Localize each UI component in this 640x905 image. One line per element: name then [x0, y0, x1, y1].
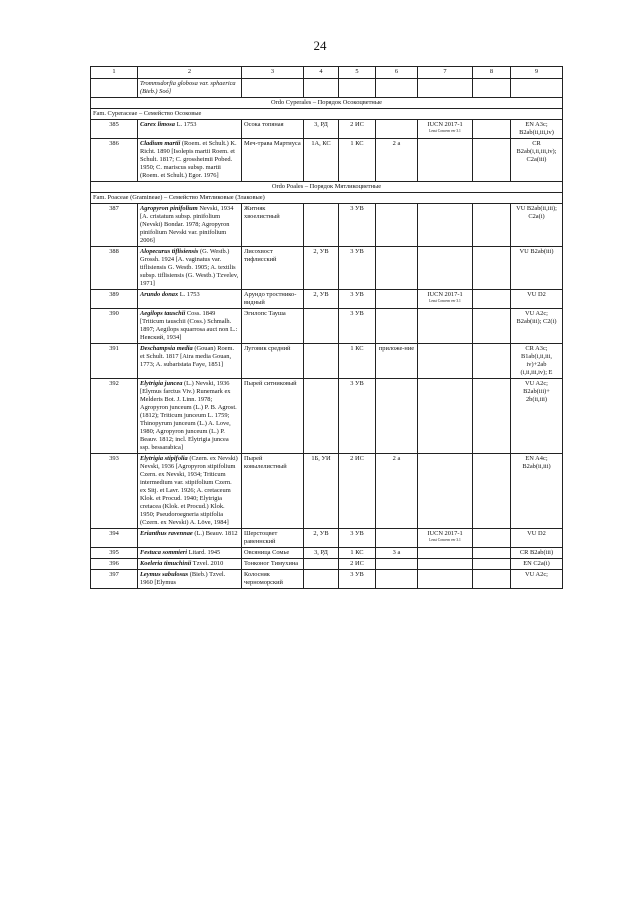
species-name — [138, 559, 242, 570]
table-row — [91, 120, 563, 139]
author-synonyms: Tzvel. 2010 — [191, 560, 224, 567]
order-heading-row — [91, 182, 563, 193]
latin-name: Erianthus ravennae — [140, 530, 193, 537]
russian-name: Луговик средний — [242, 344, 304, 379]
author-synonyms: (L.) Nevski, 1936 [Elymus farctus Viv.) Runemark ex Melderis Bot. J. Linn. 1978; Agropyron junceum (L.) P. B. Agrost. (1812); Triticum junceum L. 1759; Thinopyrum junceum (L.) A. Love, 1980; Agropyron junceum (L.) P. Beauv. 1812; incl. Elytrigia juncea ssp. bessarabica] — [140, 380, 237, 451]
column-number: 9 — [511, 67, 563, 79]
family-heading-row — [91, 193, 563, 204]
species-name — [138, 454, 242, 529]
russian-name: Шерстоцвет равеннский — [242, 529, 304, 548]
column-number: 5 — [339, 67, 376, 79]
table-row — [91, 548, 563, 559]
criteria: CR B2ab(iii) — [511, 548, 563, 559]
criteria: VU B2ab(iii) — [511, 247, 563, 290]
latin-name: Koeleria timuchinii — [140, 560, 192, 567]
author-synonyms: L. 1753 — [178, 291, 200, 298]
order-heading: Ordo Cyperales – Порядок Осокоцветные — [91, 98, 563, 109]
iucn-status — [418, 454, 473, 529]
category-2: 1 КС — [339, 344, 376, 379]
latin-name: Agropyron pinifolium — [140, 205, 198, 212]
category-2: 3 УВ — [339, 247, 376, 290]
iucn-sublabel: Least Concern ver 3.1 — [429, 129, 461, 133]
column-number-row — [91, 67, 563, 79]
row-number: 387 — [91, 204, 138, 247]
category-5 — [473, 290, 511, 309]
row-number: 388 — [91, 247, 138, 290]
criteria: VU A2c; B2ab(iii); C2(i) — [511, 309, 563, 344]
iucn-status — [418, 570, 473, 589]
iucn-status — [418, 290, 473, 309]
column-number: 1 — [91, 67, 138, 79]
russian-name: Житняк хвоелистный — [242, 204, 304, 247]
column-number: 8 — [473, 67, 511, 79]
category-1 — [304, 204, 339, 247]
family-heading: Fam. Poaceae (Gramineae) – Семейство Мятликовые (Злаковые) — [91, 193, 563, 204]
category-3 — [376, 379, 418, 454]
category-1 — [304, 570, 339, 589]
author-synonyms: L. 1753 — [174, 121, 197, 128]
table-row — [91, 379, 563, 454]
criteria: VU D2 — [511, 529, 563, 548]
category-5 — [473, 309, 511, 344]
category-5 — [473, 379, 511, 454]
category-1: 3, РД — [304, 548, 339, 559]
table-row — [91, 344, 563, 379]
author-synonyms: (Bieb.) Tzvel. 1960 [Elymus — [140, 571, 226, 586]
latin-name: Carex limosa — [140, 121, 175, 128]
category-3: 3 а — [376, 548, 418, 559]
category-3: 2 а — [376, 454, 418, 529]
category-2: 3 УВ — [339, 290, 376, 309]
author-synonyms: Nevski, 1934 [A. cristatum subsp. pinifolium (Nevski) Bondar. 1978; Agropyron pinifolium Nevski var. pinifolium 2006] — [140, 205, 234, 244]
category-3 — [376, 290, 418, 309]
category-2: 2 ИС — [339, 120, 376, 139]
table-row — [91, 309, 563, 344]
species-name — [138, 548, 242, 559]
table-row — [91, 247, 563, 290]
category-2: 2 ИС — [339, 559, 376, 570]
latin-name: Cladium martii — [140, 140, 181, 147]
category-1: 1А, КС — [304, 139, 339, 182]
iucn-sublabel: Least Concern ver 3.1 — [429, 538, 461, 542]
category-2: 3 УВ — [339, 529, 376, 548]
latin-name: Festuca sommieri — [140, 549, 188, 556]
category-1: 2, УВ — [304, 247, 339, 290]
iucn-sublabel: Least Concern ver 3.1 — [429, 299, 461, 303]
category-3 — [376, 247, 418, 290]
table-row — [91, 139, 563, 182]
category-5 — [473, 548, 511, 559]
order-heading-row — [91, 98, 563, 109]
table-row — [91, 529, 563, 548]
russian-name: Эгилопс Тауша — [242, 309, 304, 344]
criteria: CR B2ab(i,ii,iii,iv); C2a(iii) — [511, 139, 563, 182]
red-list-table — [90, 66, 563, 589]
order-heading: Ordo Poales – Порядок Мятликоцветные — [91, 182, 563, 193]
latin-name: Deschampsia media — [140, 345, 193, 352]
row-number: 395 — [91, 548, 138, 559]
category-5 — [473, 570, 511, 589]
iucn-label: IUCN 2017-1 — [427, 291, 463, 298]
category-5 — [473, 247, 511, 290]
criteria: EN A3c; B2ab(ii,iii,iv) — [511, 120, 563, 139]
species-name — [138, 570, 242, 589]
column-number: 2 — [138, 67, 242, 79]
row-number: 390 — [91, 309, 138, 344]
iucn-status — [418, 344, 473, 379]
category-1: 2, УВ — [304, 529, 339, 548]
row-number: 393 — [91, 454, 138, 529]
category-1 — [304, 344, 339, 379]
author-synonyms: (Gouan) Roem. et Schult. 1817 [Aira media Gouan, 1773; A. subaristata Faye, 1851] — [140, 345, 235, 368]
author-synonyms: (Czern. ex Nevski) Nevski, 1936 [Agropyron stipifolium Czern. ex Nevski, 1934; Triticum intermedium var. stipifolium Czern. ex Sitj. et Lavr. 1926; A. cretaceum Klok. et Procud. 1940; Elytrigia cretacea (Klok. et Procud.) Klok. 1950; Pseudoroegneria stipifolia (Czern. ex Nevski) A. Löve, 1984] — [140, 455, 238, 526]
table-row — [91, 559, 563, 570]
species-name — [138, 290, 242, 309]
category-1 — [304, 559, 339, 570]
species-name — [138, 139, 242, 182]
family-heading-row — [91, 109, 563, 120]
author-synonyms: (G. Westb.) Grossh. 1924 [A. vaginatus var. tiflisiensis G. Westb. 1905; A. textilis subsp. tiflisiensis (G. Westb.) Tzvelev, 1971] — [140, 248, 239, 287]
iucn-status — [418, 309, 473, 344]
species-name — [138, 247, 242, 290]
category-2: 1 КС — [339, 139, 376, 182]
russian-name: Пырей ковылелистный — [242, 454, 304, 529]
row-number: 396 — [91, 559, 138, 570]
category-5 — [473, 120, 511, 139]
row-number: 385 — [91, 120, 138, 139]
latin-name: Alopecurus tiflisiensis — [140, 248, 199, 255]
table-row — [91, 290, 563, 309]
iucn-label: IUCN 2017-1 — [427, 121, 463, 128]
russian-name: Овсяница Сомье — [242, 548, 304, 559]
family-heading: Fam. Cyperaceae – Семейство Осоковые — [91, 109, 563, 120]
iucn-status — [418, 529, 473, 548]
category-5 — [473, 559, 511, 570]
row-number: 391 — [91, 344, 138, 379]
russian-name: Осока топяная — [242, 120, 304, 139]
author-synonyms: (L.) Beauv. 1812 — [192, 530, 238, 537]
author-synonyms: (Roem. et Schult.) K. Richt. 1890 [Isolepis martii Roem. et Schult. 1817; C. grossheimii Pobed. 1950; C. mariscus subsp. martii (Roem. et Schult.) Egor. 1976] — [140, 140, 237, 179]
criteria: EN A4c; B2ab(ii,iii) — [511, 454, 563, 529]
column-number: 6 — [376, 67, 418, 79]
category-3 — [376, 120, 418, 139]
category-1: 3, РД — [304, 120, 339, 139]
iucn-status — [418, 548, 473, 559]
iucn-status — [418, 139, 473, 182]
category-3: 2 а — [376, 139, 418, 182]
latin-name: Arundo donax — [140, 291, 179, 298]
category-1: 2, УВ — [304, 290, 339, 309]
category-2: 2 ИС — [339, 454, 376, 529]
category-3 — [376, 529, 418, 548]
latin-name: Aegilops tauschii — [140, 310, 186, 317]
category-3 — [376, 204, 418, 247]
category-5 — [473, 344, 511, 379]
species-name — [138, 529, 242, 548]
category-5 — [473, 204, 511, 247]
row-number: 386 — [91, 139, 138, 182]
latin-name: Elytrigia stipifolia — [140, 455, 188, 462]
row-number: 389 — [91, 290, 138, 309]
iucn-label: IUCN 2017-1 — [427, 530, 463, 537]
species-name — [138, 379, 242, 454]
category-2: 3 УВ — [339, 204, 376, 247]
table-row — [91, 204, 563, 247]
criteria: CR A3c; B1ab(i,ii,iii, iv)+2ab (i,ii,iii,iv); E — [511, 344, 563, 379]
iucn-status — [418, 247, 473, 290]
category-1 — [304, 379, 339, 454]
russian-name: Пырей ситниковый — [242, 379, 304, 454]
iucn-status — [418, 379, 473, 454]
species-name — [138, 204, 242, 247]
table-row — [91, 79, 563, 98]
page-number: 24 — [313, 38, 327, 53]
category-5 — [473, 139, 511, 182]
category-3: приложе-ние — [376, 344, 418, 379]
column-number: 7 — [418, 67, 473, 79]
author-synonyms: Coss. 1849 [Triticum tauschii (Coss.) Schmalh. 1897; Aegilops squarrosa auct non L.: Невский, 1934] — [140, 310, 238, 341]
row-number: 392 — [91, 379, 138, 454]
row-number: 394 — [91, 529, 138, 548]
latin-name: Leymus sabulosus — [140, 571, 189, 578]
category-1 — [304, 309, 339, 344]
species-name: Trommsdorfia globosa var. sphaerica (Bieb.) Soó] — [138, 79, 242, 98]
category-2: 3 УВ — [339, 570, 376, 589]
iucn-status — [418, 204, 473, 247]
category-2: 1 КС — [339, 548, 376, 559]
russian-name: Меч-трава Мартиуса — [242, 139, 304, 182]
russian-name: Тонконог Тимухина — [242, 559, 304, 570]
row-number: 397 — [91, 570, 138, 589]
criteria: VU D2 — [511, 290, 563, 309]
russian-name: Арундо тростнико-видный — [242, 290, 304, 309]
species-name — [138, 120, 242, 139]
category-2: 3 УВ — [339, 379, 376, 454]
table-row — [91, 454, 563, 529]
species-name — [138, 309, 242, 344]
column-number: 4 — [304, 67, 339, 79]
criteria: EN C2a(i) — [511, 559, 563, 570]
species-name — [138, 344, 242, 379]
column-number: 3 — [242, 67, 304, 79]
category-2: 3 УВ — [339, 309, 376, 344]
category-1: 1Б, УИ — [304, 454, 339, 529]
iucn-status — [418, 120, 473, 139]
category-3 — [376, 559, 418, 570]
table-row — [91, 570, 563, 589]
latin-name: Elytrigia juncea — [140, 380, 183, 387]
russian-name: Лисохвост тифлисский — [242, 247, 304, 290]
category-3 — [376, 309, 418, 344]
criteria: VU B2ab(ii,iii); C2a(i) — [511, 204, 563, 247]
criteria: VU A2c; B2ab(iii)+ 2b(ii,iii) — [511, 379, 563, 454]
category-3 — [376, 570, 418, 589]
author-synonyms: Litard. 1945 — [187, 549, 221, 556]
russian-name: Колосняк черноморский — [242, 570, 304, 589]
criteria: VU A2c; — [511, 570, 563, 589]
iucn-status — [418, 559, 473, 570]
category-5 — [473, 529, 511, 548]
category-5 — [473, 454, 511, 529]
